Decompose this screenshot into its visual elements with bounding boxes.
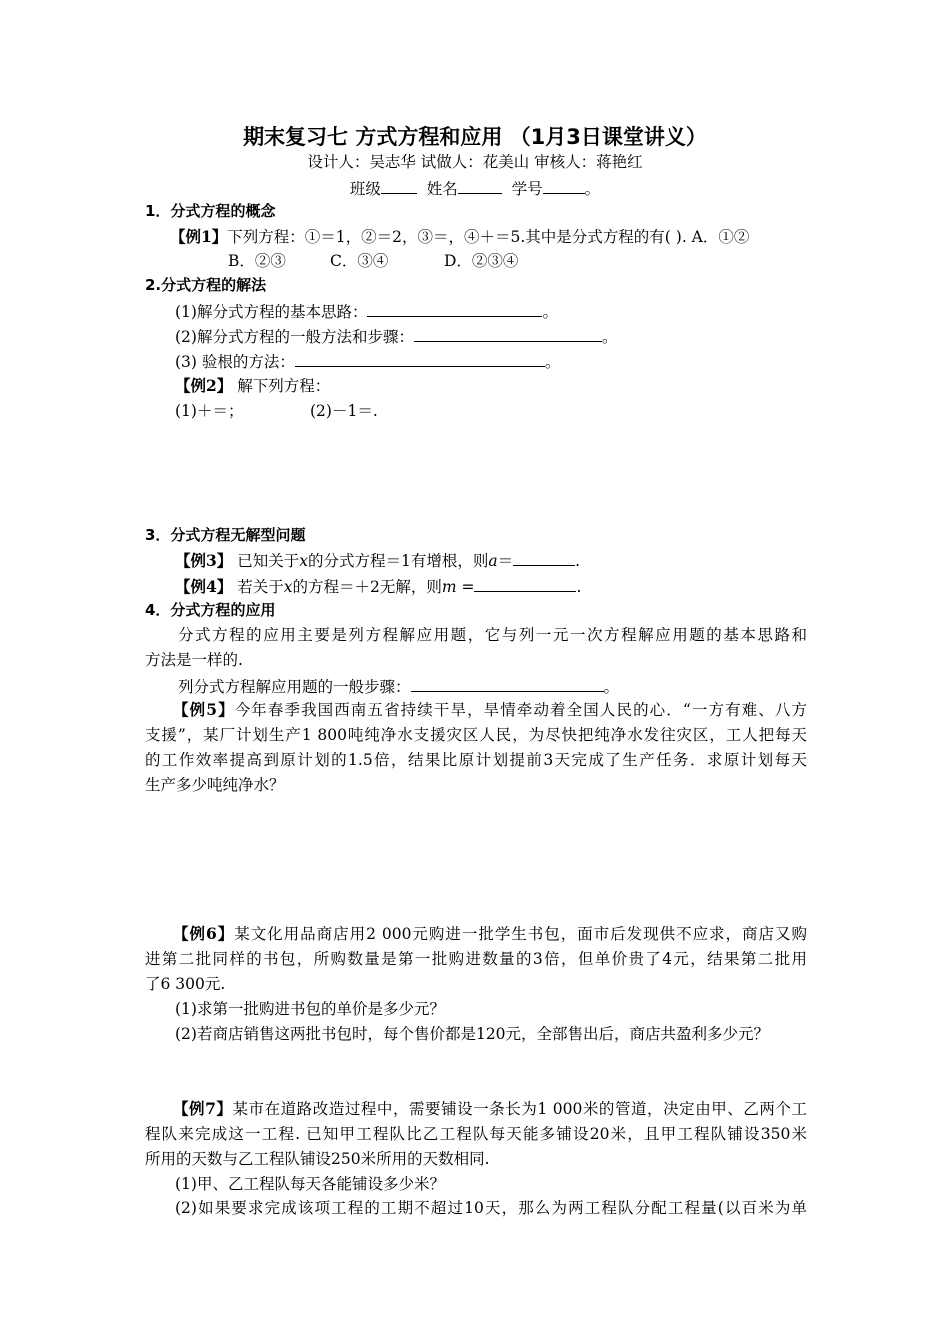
root-check-line <box>175 349 560 374</box>
example-2-parts <box>175 399 378 423</box>
example-4-eq: = <box>456 578 475 596</box>
example-2 <box>175 374 330 398</box>
example-4-text-a: 若关于 <box>232 578 284 596</box>
example-3 <box>175 548 580 573</box>
example-5-line-2: 支援”，某厂计划生产1 800吨纯净水支援灾区人民，为尽快把纯净水发往灾区，工人把每天 <box>145 726 807 744</box>
example-5-line-4: 生产多少吨纯净水？ <box>145 776 285 794</box>
solve-steps-label: (2)解分式方程的一般方法和步骤： <box>175 328 414 346</box>
example-5-tag: 【例5】 <box>173 700 235 719</box>
example-3-tag: 【例3】 <box>175 551 233 570</box>
solve-idea-blank <box>367 299 542 317</box>
solve-steps-blank <box>414 324 602 342</box>
application-steps-blank <box>411 674 604 692</box>
example-1-tag: 【例1】 <box>170 227 228 246</box>
root-check-blank <box>295 349 545 367</box>
example-7-line-2: 程队来完成这一工程. 已知甲工程队比乙工程队每天能多铺设20米，且甲工程队铺设350米 <box>145 1125 807 1143</box>
example-2-tag: 【例2】 <box>175 376 233 395</box>
example-4-var-x: x <box>283 578 293 596</box>
example-7-question-1: (1)甲、乙工程队每天各能铺设多少米？ <box>175 1175 445 1193</box>
example-3-eq: ＝ <box>497 552 514 570</box>
solve-idea-end: 。 <box>542 303 558 321</box>
id-label: 学号 <box>511 180 543 198</box>
example-6-line-3: 了6 300元. <box>145 975 226 993</box>
application-steps-line <box>178 674 619 699</box>
example-6-line-2: 进第二批同样的书包，所购数量是第一批购进数量的3倍，但单价贵了4元，结果第二批用 <box>145 950 807 968</box>
example-3-text-b: 的分式方程＝1有增根，则 <box>307 552 489 570</box>
example-4 <box>175 574 581 599</box>
example-2-text: 解下列方程： <box>232 377 331 395</box>
class-label: 班级 <box>349 180 381 198</box>
example-4-end: . <box>576 578 582 596</box>
example-4-blank <box>474 574 576 592</box>
example-3-text-a: 已知关于 <box>232 552 300 570</box>
option-b: B．②③ <box>228 252 286 270</box>
root-check-end: 。 <box>544 353 561 371</box>
example-6-tag: 【例6】 <box>173 924 235 943</box>
class-blank <box>381 176 417 194</box>
student-info-line <box>0 176 950 201</box>
example-3-end: . <box>575 552 581 570</box>
name-label: 姓名 <box>426 180 458 198</box>
example-7-tag: 【例7】 <box>173 1099 233 1118</box>
example-2-part-1: (1)＋＝； <box>175 402 244 420</box>
id-blank <box>543 176 585 194</box>
example-5-text-1: 今年春季我国西南五省持续干旱，旱情牵动着全国人民的心．“一方有难、八方 <box>234 701 807 719</box>
example-6-text-1: 某文化用品商店用2 000元购进一批学生书包，面市后发现供不应求，商店又购 <box>234 925 807 943</box>
example-5-line-3: 的工作效率提高到原计划的1.5倍，结果比原计划提前3天完成了生产任务．求原计划每天 <box>145 751 807 769</box>
example-7-question-2: (2)如果要求完成该项工程的工期不超过10天，那么为两工程队分配工程量(以百米为单 <box>175 1199 807 1217</box>
section-3-heading: 3．分式方程无解型问题 <box>145 526 306 544</box>
section-2-heading: 2.分式方程的解法 <box>145 276 267 294</box>
example-3-var-a: a <box>488 552 498 570</box>
example-4-tag: 【例4】 <box>175 577 233 596</box>
application-steps-end: 。 <box>603 678 620 696</box>
root-check-label: (3) 验根的方法： <box>175 353 295 371</box>
example-6-line-1 <box>145 922 807 946</box>
application-steps-label: 列分式方程解应用题的一般步骤： <box>178 678 411 696</box>
option-c: C．③④ <box>330 252 389 270</box>
example-3-var-x: x <box>299 552 308 570</box>
section-1-heading: 1．分式方程的概念 <box>145 202 276 220</box>
example-6-question-1: (1)求第一批购进书包的单价是多少元？ <box>175 1000 445 1018</box>
example-1 <box>170 225 749 249</box>
solve-idea-line <box>175 299 558 324</box>
application-intro-line-2: 方法是一样的. <box>145 651 243 669</box>
example-4-var-m: m <box>441 578 457 596</box>
example-2-part-2: (2)－1＝. <box>310 402 378 420</box>
example-7-line-1 <box>145 1097 807 1121</box>
example-5-line-1 <box>145 698 807 722</box>
solve-steps-line <box>175 324 617 349</box>
student-end: 。 <box>584 180 601 198</box>
application-intro-line-1: 分式方程的应用主要是列方程解应用题，它与列一元一次方程解应用题的基本思路和 <box>178 626 807 644</box>
example-4-text-b: 的方程＝＋2无解，则 <box>292 578 442 596</box>
name-blank <box>458 176 502 194</box>
credits-line: 设计人：吴志华 试做人：花美山 审核人：蒋艳红 <box>307 153 643 171</box>
solve-idea-label: (1)解分式方程的基本思路： <box>175 303 368 321</box>
example-6-question-2: (2)若商店销售这两批书包时，每个售价都是120元，全部售出后，商店共盈利多少元？ <box>175 1025 770 1043</box>
example-7-line-3: 所用的天数与乙工程队铺设250米所用的天数相同. <box>145 1150 490 1168</box>
example-1-text: 下列方程：①＝1，②＝2，③＝，④＋＝5.其中是分式方程的有( ). A．①② <box>227 228 750 246</box>
example-3-blank <box>513 548 575 566</box>
solve-steps-end: 。 <box>601 328 618 346</box>
example-7-text-1: 某市在道路改造过程中，需要铺设一条长为1 000米的管道，决定由甲、乙两个工 <box>232 1100 807 1118</box>
section-4-heading: 4．分式方程的应用 <box>145 601 276 619</box>
option-d: D．②③④ <box>444 252 519 270</box>
example-1-options <box>228 249 518 273</box>
page-title: 期末复习七 方式方程和应用 （1月3日课堂讲义） <box>243 125 707 149</box>
